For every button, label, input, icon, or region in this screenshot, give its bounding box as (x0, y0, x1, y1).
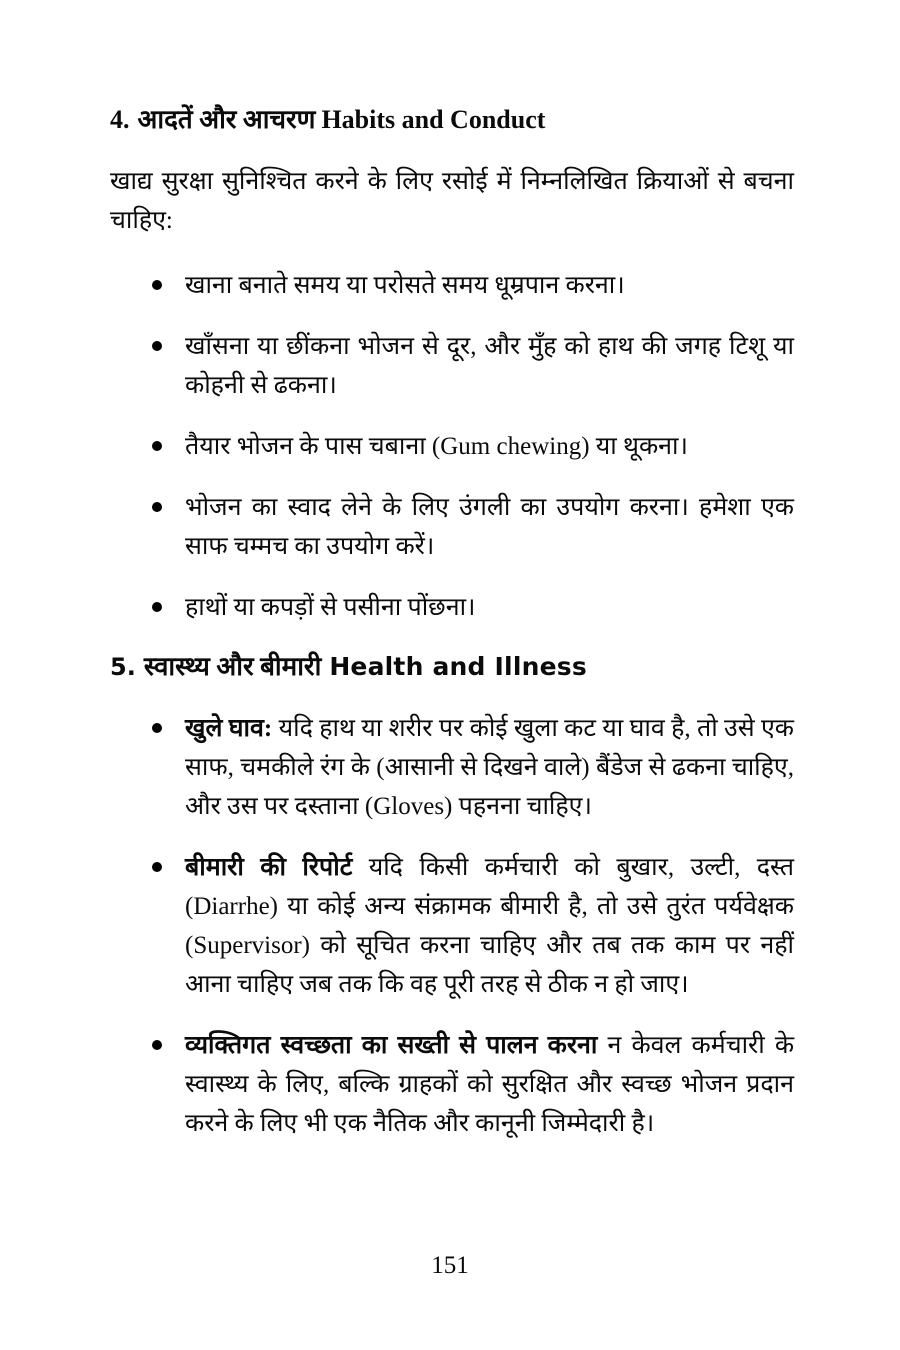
section-5-title-hindi: स्वास्थ्य और बीमारी (143, 652, 322, 681)
list-item (152, 488, 794, 566)
section-5-heading (110, 649, 794, 685)
section-5-title-english: Health and Illness (329, 652, 587, 681)
section-habits-and-conduct (110, 102, 794, 627)
list-item (152, 588, 794, 627)
bullet-icon (152, 341, 162, 351)
bullet-text: खाँसना या छींकना भोजन से दूर, और मुँह को हाथ की जगह टिशू या कोहनी से ढकना। (185, 333, 794, 399)
list-item (152, 266, 794, 305)
page-content (110, 102, 794, 1165)
page-number: 151 (431, 1252, 469, 1279)
bullet-lead-bold: खुले घाव: (185, 715, 273, 742)
bullet-lead-bold: बीमारी की रिपोर्ट (185, 854, 353, 881)
section-4-title-english: Habits and Conduct (321, 105, 546, 134)
bullet-text: खाना बनाते समय या परोसते समय धूम्रपान करना। (185, 272, 625, 299)
list-item (152, 427, 794, 466)
bullet-icon (152, 441, 162, 451)
bullet-text: हाथों या कपड़ों से पसीना पोंछना। (185, 594, 476, 621)
section-4-intro-paragraph: खाद्य सुरक्षा सुनिश्चित करने के लिए रसोई में निम्नलिखित क्रियाओं से बचना चाहिए: (110, 168, 794, 234)
bullet-icon (152, 723, 162, 733)
list-item (152, 1026, 794, 1143)
bullet-icon (152, 502, 162, 512)
list-item (152, 709, 794, 826)
section-5-bullet-list (152, 709, 794, 1143)
bullet-text: यदि किसी कर्मचारी को बुखार, उल्टी, दस्त (Diarrhe) या कोई अन्य संक्रामक बीमारी है, तो उसे तुरंत पर्यवेक्षक (Supervisor) को सूचित करना चाहिए और तब तक काम पर नहीं आना चाहिए जब तक कि वह पूरी तरह से ठीक न हो जाए। (185, 854, 795, 998)
bullet-text: न केवल कर्मचारी के स्वास्थ्य के लिए, बल्कि ग्राहकों को सुरक्षित और स्वच्छ भोजन प्रदान करने के लिए भी एक नैतिक और कानूनी जिम्मेदारी है। (185, 1032, 795, 1137)
bullet-icon (152, 280, 162, 290)
bullet-text: भोजन का स्वाद लेने के लिए उंगली का उपयोग करना। हमेशा एक साफ चम्मच का उपयोग करें। (185, 494, 794, 560)
list-item (152, 848, 794, 1004)
section-4-heading (110, 102, 794, 138)
section-4-bullet-list (152, 266, 794, 627)
section-4-title-hindi: आदतें और आचरण (137, 105, 316, 134)
section-4-number: 4. (110, 105, 130, 134)
section-5-number: 5. (110, 653, 136, 681)
bullet-text: तैयार भोजन के पास चबाना (Gum chewing) या थूकना। (185, 433, 688, 460)
bullet-lead-bold: व्यक्तिगत स्वच्छता का सख्ती से पालन करना (185, 1032, 598, 1059)
bullet-text: यदि हाथ या शरीर पर कोई खुला कट या घाव है, तो उसे एक साफ, चमकीले रंग के (आसानी से दिखने वाले) बैंडेज से ढकना चाहिए, और उस पर दस्ताना (Gloves) पहनना चाहिए। (185, 715, 795, 820)
bullet-icon (152, 862, 162, 872)
bullet-icon (152, 602, 162, 612)
list-item (152, 327, 794, 405)
bullet-icon (152, 1040, 162, 1050)
section-health-and-illness (110, 649, 794, 1143)
